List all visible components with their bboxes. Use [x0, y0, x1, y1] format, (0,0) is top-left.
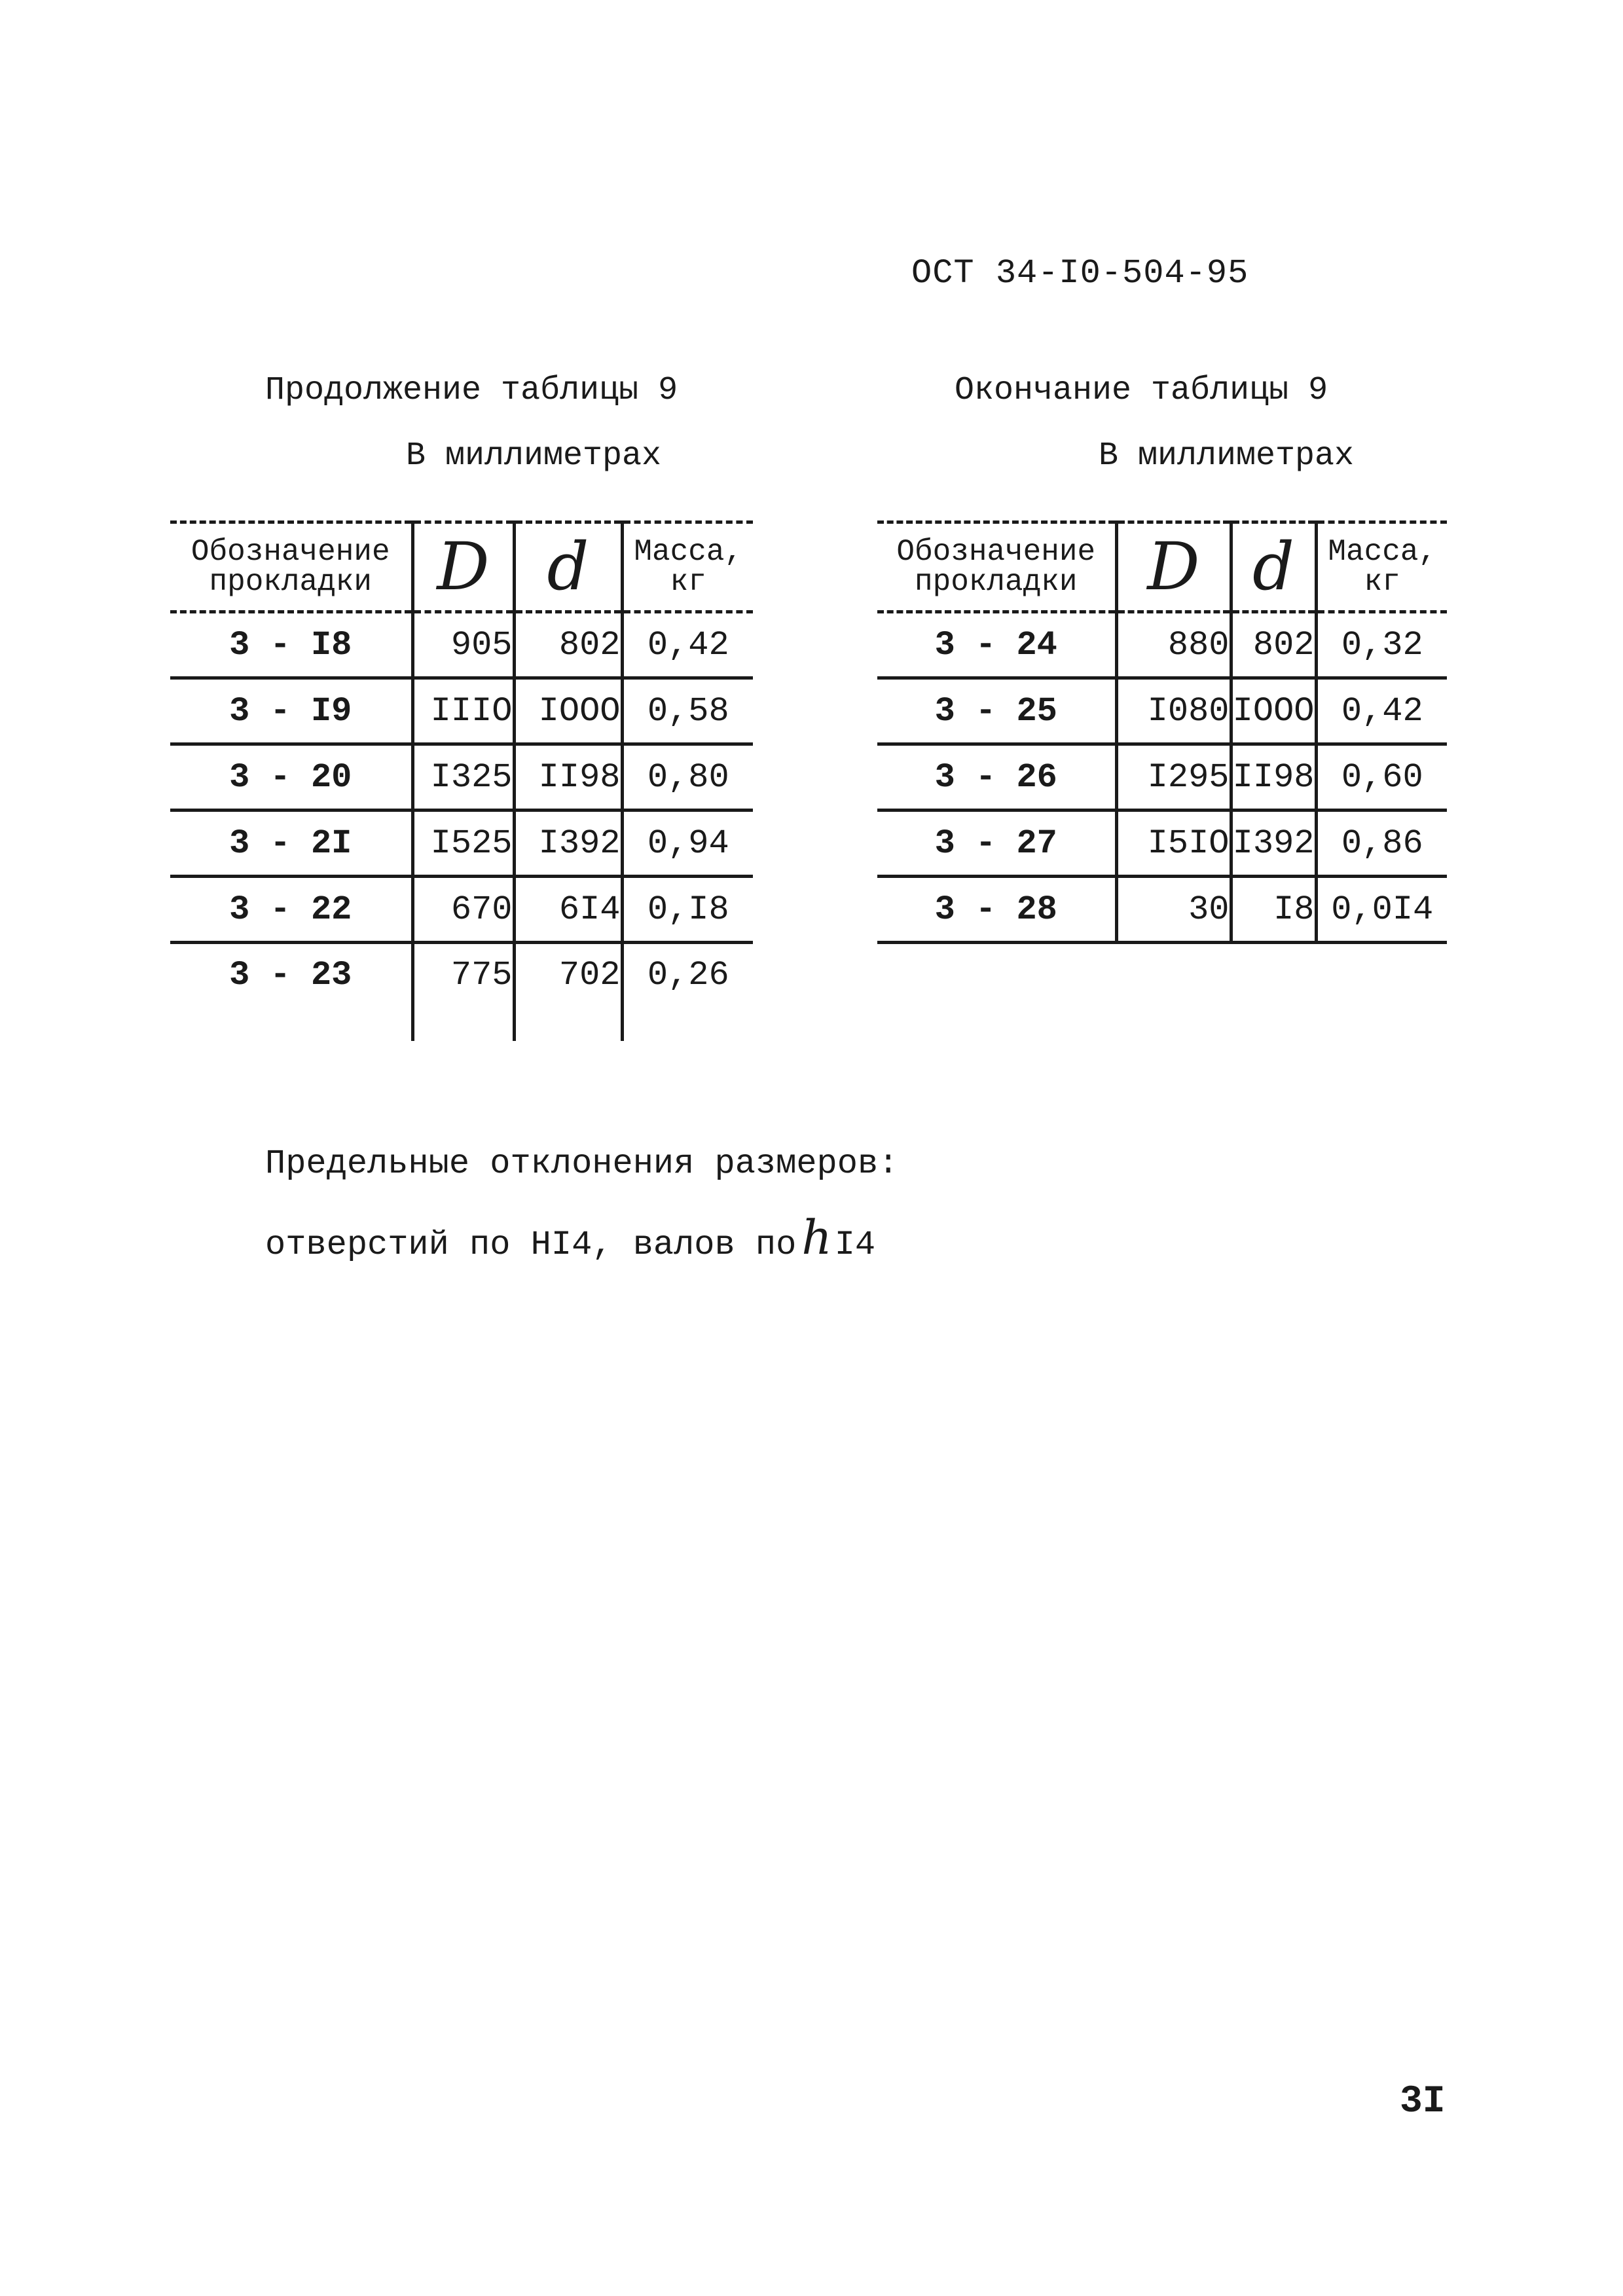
table-row [877, 612, 1447, 678]
cell-designation: 3 - 28 [877, 877, 1116, 943]
column-header-outer-diameter: D [1116, 522, 1231, 612]
table-row [170, 678, 753, 744]
tolerance-symbol-h: h [801, 1210, 832, 1265]
gasket-table-continued [170, 520, 753, 1041]
cell-inner-diameter: 702 [514, 943, 622, 1042]
cell-designation: 3 - 24 [877, 612, 1116, 678]
cell-mass: 0,0I4 [1316, 877, 1447, 943]
cell-outer-diameter: I525 [412, 811, 514, 877]
cell-outer-diameter: IIIO [412, 678, 514, 744]
cell-inner-diameter: I8 [1231, 877, 1316, 943]
table-row [170, 877, 753, 943]
table-row [170, 744, 753, 811]
cell-mass: 0,42 [622, 612, 753, 678]
column-header-mass: Масса, кг [1316, 522, 1447, 612]
units-label-right: В миллиметрах [1099, 437, 1355, 475]
column-header-designation: Обозначение прокладки [170, 522, 412, 612]
cell-designation: 3 - I8 [170, 612, 412, 678]
cell-inner-diameter: IOOO [1231, 678, 1316, 744]
cell-outer-diameter: I295 [1116, 744, 1231, 811]
document-code: ОСТ 34-I0-504-95 [911, 254, 1249, 293]
cell-mass: 0,86 [1316, 811, 1447, 877]
cell-mass: 0,26 [622, 943, 753, 1042]
cell-inner-diameter: I392 [1231, 811, 1316, 877]
cell-outer-diameter: I325 [412, 744, 514, 811]
cell-inner-diameter: 802 [514, 612, 622, 678]
cell-mass: 0,80 [622, 744, 753, 811]
cell-designation: 3 - I9 [170, 678, 412, 744]
gasket-table-end [877, 520, 1447, 944]
tolerance-note-text-start: отверстий по HI4, валов по [265, 1226, 797, 1264]
column-header-outer-diameter: D [412, 522, 514, 612]
table-row [170, 612, 753, 678]
cell-designation: 3 - 2I [170, 811, 412, 877]
column-header-mass: Масса, кг [622, 522, 753, 612]
cell-mass: 0,32 [1316, 612, 1447, 678]
table-caption-right: Окончание таблицы 9 [955, 372, 1328, 409]
column-header-inner-diameter: d [514, 522, 622, 612]
cell-outer-diameter: 880 [1116, 612, 1231, 678]
cell-outer-diameter: 670 [412, 877, 514, 943]
tolerance-note-title: Предельные отклонения размеров: [265, 1144, 899, 1183]
cell-mass: 0,42 [1316, 678, 1447, 744]
table-row [877, 877, 1447, 943]
cell-designation: 3 - 26 [877, 744, 1116, 811]
cell-outer-diameter: I080 [1116, 678, 1231, 744]
tolerance-note-text-end: I4 [834, 1226, 876, 1264]
cell-outer-diameter: 775 [412, 943, 514, 1042]
cell-outer-diameter: I5IO [1116, 811, 1231, 877]
table-header-row [170, 522, 753, 612]
table-row [877, 744, 1447, 811]
tolerance-note-text [265, 1210, 875, 1265]
cell-inner-diameter: 6I4 [514, 877, 622, 943]
page-number: 3I [1400, 2081, 1446, 2123]
cell-outer-diameter: 905 [412, 612, 514, 678]
table-header-row [877, 522, 1447, 612]
table-row [170, 943, 753, 1042]
table-row [170, 811, 753, 877]
cell-designation: 3 - 27 [877, 811, 1116, 877]
cell-designation: 3 - 23 [229, 956, 352, 994]
table-row [877, 811, 1447, 877]
cell-inner-diameter: I392 [514, 811, 622, 877]
cell-designation: 3 - 20 [170, 744, 412, 811]
table-caption-left: Продолжение таблицы 9 [265, 372, 678, 409]
cell-mass: 0,58 [622, 678, 753, 744]
column-header-inner-diameter: d [1231, 522, 1316, 612]
cell-mass: 0,94 [622, 811, 753, 877]
table-row [877, 678, 1447, 744]
cell-inner-diameter: IOOO [514, 678, 622, 744]
cell-designation: 3 - 22 [170, 877, 412, 943]
cell-inner-diameter: 802 [1231, 612, 1316, 678]
cell-mass: 0,I8 [622, 877, 753, 943]
cell-outer-diameter: 30 [1116, 877, 1231, 943]
cell-inner-diameter: II98 [1231, 744, 1316, 811]
column-header-designation: Обозначение прокладки [877, 522, 1116, 612]
units-label-left: В миллиметрах [406, 437, 662, 475]
cell-mass: 0,60 [1316, 744, 1447, 811]
cell-inner-diameter: II98 [514, 744, 622, 811]
cell-designation: 3 - 25 [877, 678, 1116, 744]
